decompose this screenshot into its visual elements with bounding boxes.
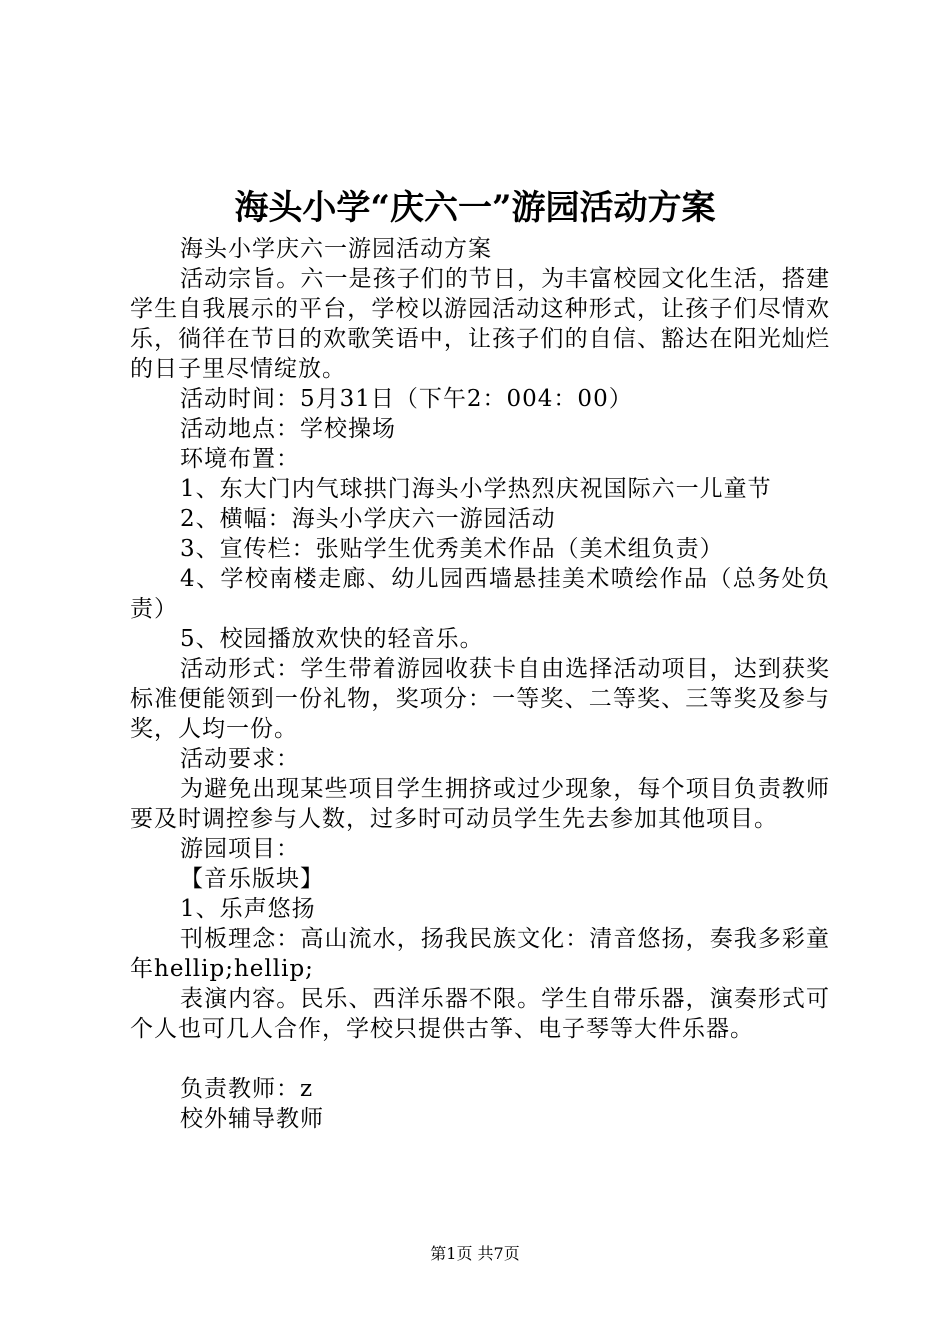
paragraph-requirements-heading: 活动要求： [180,746,300,772]
paragraph-environment-item-4: 4、学校南楼走廊、幼儿园西墙悬挂美术喷绘作品（总务处负责） [130,566,830,622]
paragraph-location: 活动地点：学校操场 [180,416,396,442]
paragraph-environment-item-5: 5、校园播放欢快的轻音乐。 [180,626,484,652]
paragraph-time: 活动时间：5月31日（下午2：004：00） [180,386,633,412]
paragraph-external-teacher: 校外辅导教师 [180,1106,324,1132]
paragraph-music-section: 【音乐版块】 [180,866,324,892]
paragraph-environment-heading: 环境布置： [180,446,300,472]
paragraph-music-item-1: 1、乐声悠扬 [180,896,316,922]
paragraph-environment-item-2: 2、横幅：海头小学庆六一游园活动 [180,506,556,532]
document-title: 海头小学“庆六一”游园活动方案 [234,188,716,228]
paragraph-environment-item-3: 3、宣传栏：张贴学生优秀美术作品（美术组负责） [180,536,724,562]
paragraph-performance: 表演内容。民乐、西洋乐器不限。学生自带乐器，演奏形式可个人也可几人合作，学校只提供古筝、电子琴等大件乐器。 [130,986,830,1042]
page-number: 第1页 共7页 [430,1244,520,1263]
paragraph-requirements: 为避免出现某些项目学生拥挤或过少现象，每个项目负责教师要及时调控参与人数，过多时可动员学生先去参加其他项目。 [130,776,830,832]
document-body [130,234,830,1134]
paragraph-teacher: 负责教师：z [180,1076,314,1102]
paragraph-subtitle: 海头小学庆六一游园活动方案 [180,236,492,262]
paragraph-projects-heading: 游园项目： [180,836,300,862]
paragraph-board-concept: 刊板理念：高山流水，扬我民族文化：清音悠扬，奏我多彩童年hellip;hellip; [130,926,830,982]
paragraph-environment-item-1: 1、东大门内气球拱门海头小学热烈庆祝国际六一儿童节 [180,476,772,502]
paragraph-activity-form: 活动形式：学生带着游园收获卡自由选择活动项目，达到获奖标准便能领到一份礼物，奖项分：一等奖、二等奖、三等奖及参与奖，人均一份。 [130,656,830,742]
paragraph-purpose: 活动宗旨。六一是孩子们的节日，为丰富校园文化生活，搭建学生自我展示的平台，学校以游园活动这种形式，让孩子们尽情欢乐，徜徉在节日的欢歌笑语中，让孩子们的自信、豁达在阳光灿烂的日子里尽情绽放。 [130,266,830,382]
